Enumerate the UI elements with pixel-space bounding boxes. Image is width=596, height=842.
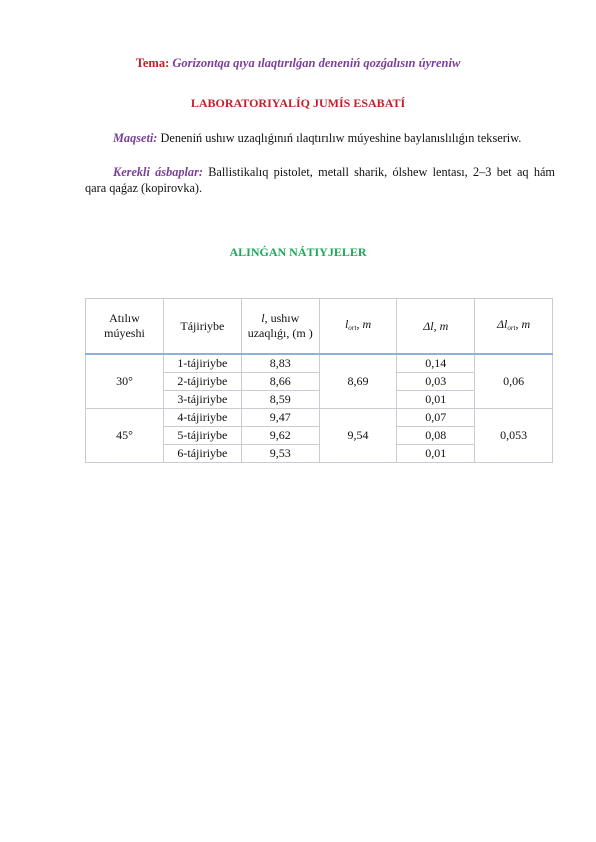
mean-cell: 9,54 (319, 409, 397, 463)
angle-cell: 45° (86, 409, 164, 463)
mean-subscript: ort (348, 323, 357, 332)
distance-cell: 8,83 (241, 354, 319, 373)
distance-symbol: l (261, 311, 265, 325)
mean-unit: , m (356, 316, 372, 331)
header-angle: Atılıw múyeshi (86, 299, 164, 355)
results-table (85, 298, 553, 463)
delta-cell: 0,07 (397, 409, 475, 427)
topic-line (0, 56, 596, 71)
delta-cell: 0,01 (397, 391, 475, 409)
table-row (86, 354, 553, 373)
delta-mean-subscript: ort (507, 323, 516, 332)
angle-cell: 30° (86, 354, 164, 409)
topic-text: Gorizontqa qıya ılaqtırılǵan deneniń qozǵalısın úyreniw (172, 56, 461, 70)
table-row (86, 409, 553, 427)
delta-mean-cell: 0,053 (475, 409, 553, 463)
distance-cell: 8,66 (241, 373, 319, 391)
distance-cell: 9,53 (241, 445, 319, 463)
distance-cell: 9,62 (241, 427, 319, 445)
trial-cell: 6-tájiriybe (163, 445, 241, 463)
goal-paragraph (85, 131, 555, 147)
lab-title: LABORATORIYALÍQ JUMÍS ESABATÍ (190, 96, 406, 110)
header-delta (397, 299, 475, 355)
delta-mean-symbol: Δl (496, 316, 508, 331)
header-mean (319, 299, 397, 355)
results-title: ALINǴAN NÁTIYJELER (229, 245, 367, 259)
delta-cell: 0,14 (397, 354, 475, 373)
distance-text: , ushıw uzaqlıǵı, (m ) (247, 311, 313, 340)
trial-cell: 5-tájiriybe (163, 427, 241, 445)
delta-cell: 0,03 (397, 373, 475, 391)
mean-cell: 8,69 (319, 354, 397, 409)
delta-cell: 0,08 (397, 427, 475, 445)
trial-cell: 4-tájiriybe (163, 409, 241, 427)
delta-symbol: Δl (423, 318, 434, 333)
goal-text: Deneniń ushıw uzaqlıǵınıń ılaqtırılıw múyeshine baylanıslılıǵın tekseriw. (160, 131, 522, 145)
delta-unit: , m (433, 318, 449, 333)
header-distance (241, 299, 319, 355)
header-delta-mean (475, 299, 553, 355)
delta-mean-unit: , m (515, 316, 531, 331)
topic-label: Tema: (135, 56, 170, 70)
trial-cell: 1-tájiriybe (163, 354, 241, 373)
equipment-label: Kerekli ásbaplar: (113, 165, 203, 179)
equipment-paragraph (85, 165, 555, 196)
distance-cell: 9,47 (241, 409, 319, 427)
delta-mean-cell: 0,06 (475, 354, 553, 409)
trial-cell: 3-tájiriybe (163, 391, 241, 409)
delta-cell: 0,01 (397, 445, 475, 463)
equipment-text: Ballistikalıq pistolet, metall sharik, ólshew lentası, 2–3 bet aq hám qara qaǵaz (kopirovka). (85, 165, 555, 195)
distance-cell: 8,59 (241, 391, 319, 409)
goal-label: Maqseti: (113, 131, 158, 145)
table-header-row (86, 299, 553, 355)
header-trial: Tájiriybe (163, 299, 241, 355)
mean-symbol: l (344, 316, 349, 331)
trial-cell: 2-tájiriybe (163, 373, 241, 391)
